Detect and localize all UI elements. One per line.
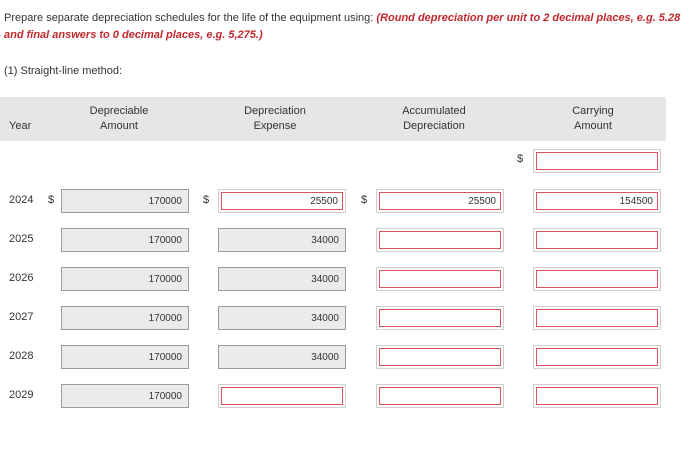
header-depreciable-line1: Depreciable — [89, 105, 149, 117]
carrying-amount-input[interactable] — [536, 387, 658, 405]
carrying-amount-field — [533, 189, 661, 213]
carrying-amount-field — [533, 267, 661, 291]
depreciable-amount-value — [68, 229, 182, 251]
carrying-amount-input[interactable] — [536, 270, 658, 288]
currency-symbol: $ — [48, 194, 55, 206]
initial-carrying-amount-input[interactable] — [536, 152, 658, 170]
instructions-text: Prepare separate depreciation schedules for the life of the equipment using: — [4, 12, 374, 24]
carrying-amount-field — [533, 306, 661, 330]
instructions — [4, 10, 694, 44]
accumulated-depreciation-field — [376, 228, 504, 252]
depreciable-amount-value — [68, 190, 182, 212]
accumulated-depreciation-input[interactable] — [379, 231, 501, 249]
depreciable-amount-field — [61, 228, 189, 252]
depreciation-expense-field — [218, 345, 346, 369]
header-carrying-line1: Carrying — [572, 105, 614, 117]
initial-carrying-amount-field — [533, 149, 661, 173]
depreciable-amount-value — [68, 385, 182, 407]
header-depreciable-line2: Amount — [100, 120, 138, 132]
accumulated-depreciation-field — [376, 306, 504, 330]
depreciation-expense-field — [218, 306, 346, 330]
depreciation-expense-input[interactable] — [221, 387, 343, 405]
depreciable-amount-value — [68, 268, 182, 290]
depreciation-expense-value — [225, 229, 339, 251]
header-accumulated-line1: Accumulated — [402, 105, 466, 117]
header-year: Year — [9, 120, 32, 132]
accumulated-depreciation-input[interactable] — [379, 309, 501, 327]
depreciable-amount-field — [61, 306, 189, 330]
depreciation-expense-value — [225, 268, 339, 290]
currency-symbol: $ — [361, 194, 368, 206]
header-depreciation-expense — [218, 104, 332, 134]
row-year: 2025 — [9, 233, 34, 245]
row-year: 2028 — [9, 350, 34, 362]
carrying-amount-field — [533, 228, 661, 252]
row-year: 2029 — [9, 389, 34, 401]
accumulated-depreciation-input[interactable] — [379, 348, 501, 366]
accumulated-depreciation-field — [376, 267, 504, 291]
depreciable-amount-value — [68, 307, 182, 329]
depreciation-expense-field — [218, 267, 346, 291]
carrying-amount-input[interactable] — [536, 309, 658, 327]
rounding-note: (Round depreciation per unit to 2 decimal places, e.g. 5.28 and final answers to 0 decimal places, e.g. 5,275.) — [4, 12, 681, 41]
header-accumulated-line2: Depreciation — [403, 120, 465, 132]
carrying-amount-input[interactable] — [536, 348, 658, 366]
currency-symbol: $ — [517, 153, 524, 165]
carrying-amount-field — [533, 345, 661, 369]
depreciation-expense-field — [218, 228, 346, 252]
carrying-amount-input[interactable] — [536, 192, 658, 210]
row-year: 2027 — [9, 311, 34, 323]
accumulated-depreciation-field — [376, 189, 504, 213]
method-label: (1) Straight-line method: — [4, 65, 122, 77]
depreciable-amount-field — [61, 267, 189, 291]
header-carrying-amount — [536, 104, 650, 134]
accumulated-depreciation-input[interactable] — [379, 270, 501, 288]
carrying-amount-input[interactable] — [536, 231, 658, 249]
depreciation-expense-value — [225, 346, 339, 368]
header-depreciable-amount — [62, 104, 176, 134]
depreciation-expense-field — [218, 189, 346, 213]
row-year: 2024 — [9, 194, 34, 206]
accumulated-depreciation-field — [376, 384, 504, 408]
header-carrying-line2: Amount — [574, 120, 612, 132]
depreciable-amount-field — [61, 345, 189, 369]
depreciable-amount-field — [61, 189, 189, 213]
carrying-amount-field — [533, 384, 661, 408]
depreciation-expense-field — [218, 384, 346, 408]
table-header — [0, 97, 666, 141]
depreciation-expense-value — [225, 307, 339, 329]
accumulated-depreciation-input[interactable] — [379, 192, 501, 210]
depreciable-amount-field — [61, 384, 189, 408]
depreciable-amount-value — [68, 346, 182, 368]
row-year: 2026 — [9, 272, 34, 284]
accumulated-depreciation-field — [376, 345, 504, 369]
header-accumulated-depreciation — [377, 104, 491, 134]
depreciation-expense-input[interactable] — [221, 192, 343, 210]
currency-symbol: $ — [203, 194, 210, 206]
header-expense-line2: Expense — [253, 120, 297, 132]
header-expense-line1: Depreciation — [244, 105, 306, 117]
accumulated-depreciation-input[interactable] — [379, 387, 501, 405]
